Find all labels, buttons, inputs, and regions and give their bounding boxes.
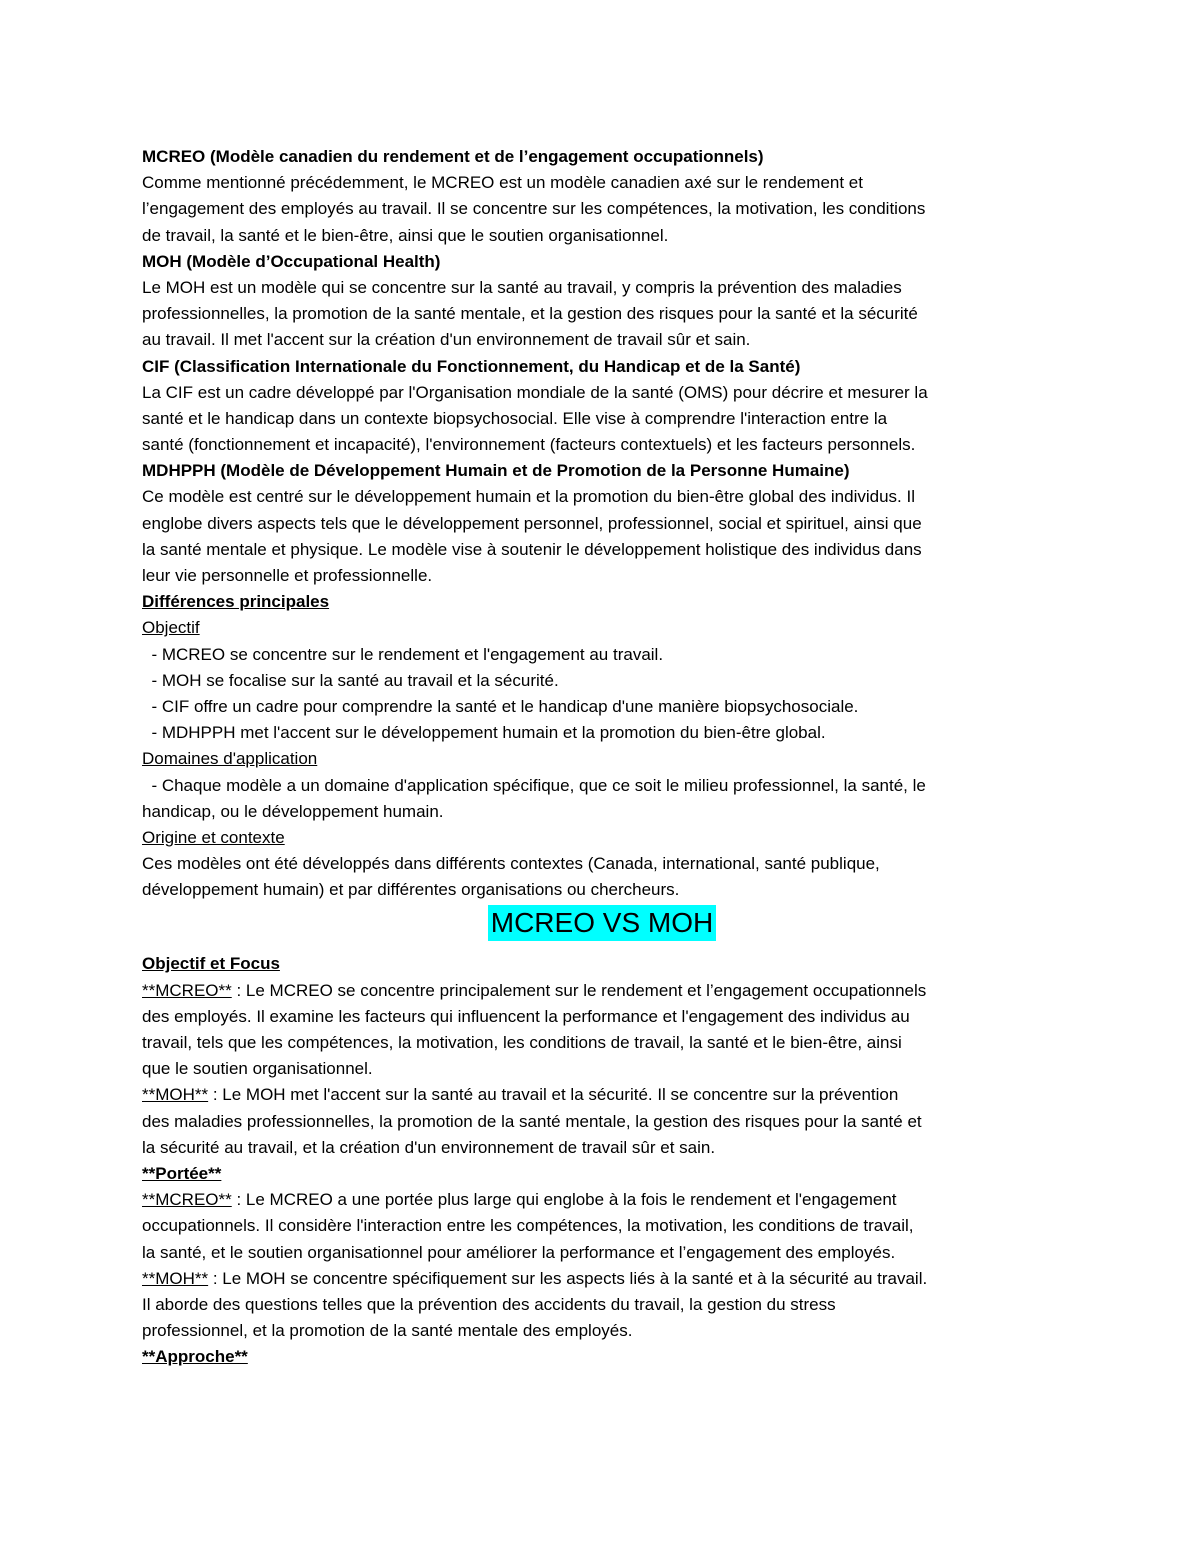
paragraph-text: : Le MCREO a une portée plus large qui englobe à la fois le rendement et l'engagement [231, 1190, 897, 1210]
paragraph-line [142, 1082, 1062, 1108]
paragraph-line: la santé, et le soutien organisationnel pour améliorer la performance et l’engagement des employés. [142, 1242, 896, 1262]
paragraph-line: Ces modèles ont été développés dans différents contextes (Canada, international, santé publique, [142, 854, 880, 874]
paragraph-line: développement humain) et par différentes organisations ou chercheurs. [142, 880, 680, 900]
list-item: - CIF offre un cadre pour comprendre la santé et le handicap d'une manière biopsychosociale. [142, 696, 859, 716]
moh-label: **MOH** [142, 1268, 209, 1288]
paragraph-line: - Chaque modèle a un domaine d'application spécifique, que ce soit le milieu professionnel, la santé, le [142, 775, 926, 795]
paragraph-line [142, 1266, 1062, 1292]
paragraph-line: santé et le handicap dans un contexte biopsychosocial. Elle vise à comprendre l'interaction entre la [142, 408, 888, 428]
paragraph-line [142, 978, 1062, 1004]
paragraph-line: travail, tels que les compétences, la motivation, les conditions de travail, la santé et le bien-être, ainsi [142, 1033, 902, 1052]
section-heading-cif: CIF (Classification Internationale du Fonctionnement, du Handicap et de la Santé) [142, 356, 801, 376]
domaines-subheading: Domaines d'application [142, 749, 318, 769]
paragraph-line: handicap, ou le développement humain. [142, 801, 444, 821]
mcreo-label: **MCREO** [142, 1190, 232, 1210]
mcreo-label: **MCREO** [142, 980, 232, 1000]
origine-subheading: Origine et contexte [142, 827, 285, 847]
moh-label: **MOH** [142, 1085, 209, 1105]
section-heading-moh: MOH (Modèle d’Occupational Health) [142, 251, 441, 271]
approche-heading: **Approche** [142, 1347, 248, 1367]
objectif-focus-heading: Objectif et Focus [142, 954, 280, 974]
comparison-title-row [142, 905, 1062, 951]
paragraph-line: des employés. Il examine les facteurs qui influencent la performance et l'engagement des individus au [142, 1006, 910, 1026]
paragraph-line: Comme mentionné précédemment, le MCREO est un modèle canadien axé sur le rendement et [142, 173, 863, 193]
portee-heading: **Portée** [142, 1163, 222, 1183]
document-page [142, 144, 1062, 1370]
paragraph-line: la sécurité au travail, et la création d'un environnement de travail sûr et sain. [142, 1137, 716, 1157]
paragraph-line [142, 1187, 1062, 1213]
paragraph-line: Le MOH est un modèle qui se concentre sur la santé au travail, y compris la prévention des maladies [142, 277, 902, 297]
paragraph-line: au travail. Il met l'accent sur la création d'un environnement de travail sûr et sain. [142, 330, 751, 350]
section-heading-mcreo: MCREO (Modèle canadien du rendement et de l’engagement occupationnels) [142, 147, 764, 166]
paragraph-line: leur vie personnelle et professionnelle. [142, 566, 433, 585]
paragraph-line: La CIF est un cadre développé par l'Organisation mondiale de la santé (OMS) pour décrire et mesurer la [142, 382, 928, 402]
comparison-title: MCREO VS MOH [488, 905, 716, 941]
paragraph-line: santé (fonctionnement et incapacité), l'environnement (facteurs contextuels) et les facteurs personnels. [142, 435, 916, 455]
paragraph-line: professionnelles, la promotion de la santé mentale, et la gestion des risques pour la santé et la sécurité [142, 304, 918, 324]
objectif-subheading: Objectif [142, 618, 200, 638]
list-item: - MCREO se concentre sur le rendement et l'engagement au travail. [142, 644, 664, 664]
paragraph-line: professionnel, et la promotion de la santé mentale des employés. [142, 1321, 633, 1341]
differences-heading: Différences principales [142, 592, 330, 612]
paragraph-line: l’engagement des employés au travail. Il se concentre sur les compétences, la motivation, les conditions [142, 199, 926, 219]
paragraph-text: : Le MOH met l'accent sur la santé au travail et la sécurité. Il se concentre sur la prévention [208, 1085, 899, 1105]
paragraph-text: : Le MOH se concentre spécifiquement sur les aspects liés à la santé et à la sécurité au travail. [208, 1268, 928, 1288]
paragraph-line: Il aborde des questions telles que la prévention des accidents du travail, la gestion du stress [142, 1294, 836, 1314]
paragraph-line: des maladies professionnelles, la promotion de la santé mentale, la gestion des risques pour la santé et [142, 1111, 922, 1131]
paragraph-line: englobe divers aspects tels que le développement personnel, professionnel, social et spirituel, ainsi que [142, 513, 922, 533]
paragraph-line: que le soutien organisationnel. [142, 1059, 373, 1079]
paragraph-line: Ce modèle est centré sur le développement humain et la promotion du bien-être global des individus. Il [142, 487, 916, 507]
list-item: - MOH se focalise sur la santé au travail et la sécurité. [142, 670, 559, 690]
paragraph-line: occupationnels. Il considère l'interaction entre les compétences, la motivation, les conditions de travail, [142, 1216, 914, 1236]
paragraph-line: la santé mentale et physique. Le modèle vise à soutenir le développement holistique des individus dans [142, 539, 922, 559]
list-item: - MDHPPH met l'accent sur le développement humain et la promotion du bien-être global. [142, 723, 826, 743]
paragraph-line: de travail, la santé et le bien-être, ainsi que le soutien organisationnel. [142, 225, 669, 245]
section-heading-mdhpph: MDHPPH (Modèle de Développement Humain et de Promotion de la Personne Humaine) [142, 461, 850, 481]
paragraph-text: : Le MCREO se concentre principalement sur le rendement et l’engagement occupationnels [231, 980, 927, 1000]
